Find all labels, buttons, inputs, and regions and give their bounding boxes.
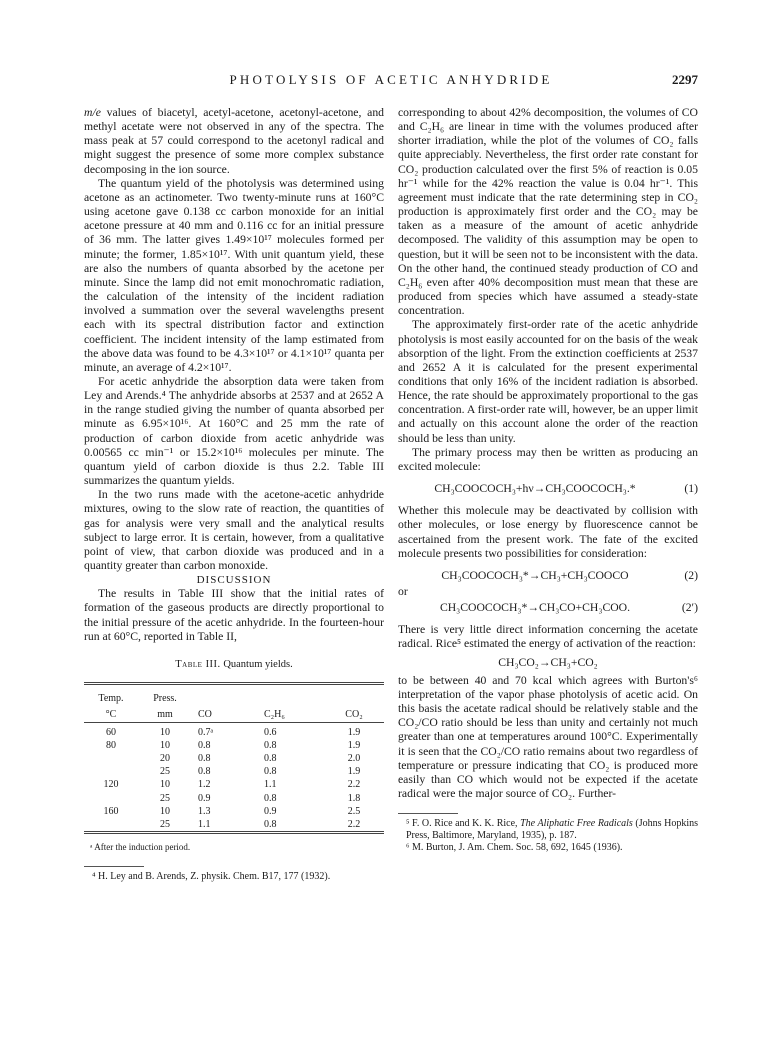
paragraph: Whether this molecule may be deactivated by collision with other molecules, or lose energy by fluorescence cannot be ascertained from the present work. The fate of the excited molecule presents two possibilities for consideration: xyxy=(398,504,698,560)
equation-number: (1) xyxy=(684,482,698,496)
paragraph xyxy=(84,106,384,177)
equation-1 xyxy=(398,482,698,496)
equation-2 xyxy=(398,569,698,583)
equation-text: CH₃COOCOCH₃*→CH₃CO+CH₃COO. xyxy=(439,601,631,615)
equation-text: CH₃CO₂→CH₃+CO₂ xyxy=(498,655,598,669)
table-caption xyxy=(84,658,384,672)
right-column xyxy=(398,106,698,854)
paragraph: The approximately first-order rate of the acetic anhydride photolysis is most easily accounted for on the basis of the weak absorption of the light. From the extinction coefficients at 2537 and 2652 A it is calculated for the present experimental conditions that only 16% of the incident radiation is absorbed. Hence, the rate should be approximately proportional to the gas concentration. A first-order rate will, however, be an upper limit and actually on this account alone the order of the reaction should be less than unity. xyxy=(398,318,698,445)
paragraph: to be between 40 and 70 kcal which agrees with Burton's⁶ interpretation of the vapor phase photolysis of acetic acid. On this basis the acetate radical should be relatively stable and the CO₂/CO ratio should be less than unity and certainly not much greater than one at temperatures around 100°C. Experimentally it is seen that the CO₂/CO ratio remains about two regardless of temperature or pressure indicating that CO₂ is produced more easily than CO which would not be expected if the acetate radical were the major source of CO₂. Further- xyxy=(398,673,698,801)
table-row: 25 1.1 0.8 2.2 xyxy=(160,818,361,830)
page-number: 2297 xyxy=(672,72,698,87)
paragraph-text: values of biacetyl, acetyl-acetone, acetonyl-acetone, and methyl acetate were not observed in any of the spectra. The mass peak at 57 could correspond to the acetonyl radical and might suggest the presence of some more complex substance decomposing in the ion source. xyxy=(84,106,385,176)
paragraph: The results in Table III show that the initial rates of formation of the gaseous products are directly proportional to the initial pressure of the acetic anhydride. In the fourteen-hour run at 60°C, reported in Table II, xyxy=(84,587,384,643)
header-temp: Temp. xyxy=(98,693,124,705)
footnote-5: ⁵ F. O. Rice and K. K. Rice, The Aliphatic Free Radicals (Johns Hopkins Press, Baltimore, Maryland, 1935), p. 187. xyxy=(406,818,698,842)
header-c2h6: C₂H₆ xyxy=(258,705,324,722)
header-press: Press. xyxy=(153,693,177,705)
paragraph-lead: m/e xyxy=(84,106,101,119)
equation-text: CH₃COOCOCH₃+hν→CH₃COOCOCH₃.* xyxy=(434,482,636,496)
table-title: Quantum yields. xyxy=(223,658,293,670)
footnote-4: ⁴ H. Ley and B. Arends, Z. physik. Chem. B17, 177 (1932). xyxy=(92,871,331,883)
table-row: 160 10 1.3 0.9 2.5 xyxy=(103,805,361,817)
equation-number: (2) xyxy=(684,568,698,582)
table-footnote: ᵃ After the induction period. xyxy=(90,842,191,853)
header-co2: CO₂ xyxy=(324,705,384,722)
table-label: Table III. xyxy=(175,658,221,670)
equation-2-prime xyxy=(398,601,698,615)
footnote-divider xyxy=(84,866,144,867)
paragraph: The primary process may then be written as producing an excited molecule: xyxy=(398,445,698,473)
page-header xyxy=(84,72,698,92)
footnote-6: ⁶ M. Burton, J. Am. Chem. Soc. 58, 692, 1645 (1936). xyxy=(406,842,623,854)
table-row: 60 10 0.7ᵃ 0.6 1.9 xyxy=(106,726,361,738)
paragraph: In the two runs made with the acetone-acetic anhydride mixtures, owing to the slow rate of reaction, the quantities of gas for analysis were very small and the analytical results subject to large error. It is certain, however, from a qualitative point of view, that carbon dioxide was produced and in a quantity greater than carbon monoxide. xyxy=(84,488,384,572)
equation-3 xyxy=(398,656,698,670)
paragraph: For acetic anhydride the absorption data were taken from Ley and Arends.⁴ The anhydride absorbs at 2537 and at 2652 A in the range studied giving the number of quanta absorbed per minute as 6.95×10¹⁶. At 160°C and 25 mm the rate of production of carbon dioxide from acetic anhydride was 0.00565 cc min⁻¹ or 15.2×10¹⁶ molecules per minute. The quantum yield of carbon dioxide is thus 2.2. Table III summarizes the quantum yields. xyxy=(84,374,384,488)
quantum-yield-table xyxy=(84,682,384,837)
table-row: 120 10 1.2 1.1 2.2 xyxy=(103,779,361,791)
header-temp-unit: °C xyxy=(84,705,138,722)
running-head: PHOTOLYSIS OF ACETIC ANHYDRIDE xyxy=(229,72,553,87)
equation-text: CH₃COOCOCH₃*→CH₃+CH₃COOCO xyxy=(441,568,629,582)
table-row: 25 0.8 0.8 1.9 xyxy=(160,766,361,778)
footnote-divider xyxy=(398,813,458,814)
left-column xyxy=(84,106,384,883)
table-row: 25 0.9 0.8 1.8 xyxy=(160,792,361,804)
table-row: 20 0.8 0.8 2.0 xyxy=(160,752,361,764)
paragraph: corresponding to about 42% decomposition, the volumes of CO and C₂H₆ are linear in time with the volumes produced after shorter irradiation, while the plot of the volumes of CO₂ falls quite appreciably. Nevertheless, the first order rate constant for CO₂ production calculated over the first 5% of reaction is 0.05 hr⁻¹ while for the 42% reaction the value is 0.04 hr⁻¹. This agreement must indicate that the rate determining step in CO₂ production is approximately first order and the CO₂ may be taken as a measure of the amount of acetic anhydride decomposed. The validity of this assumption may be open to question, but it will be seen not to be inconsistent with the data. On the other hand, the continued steady production of CO and C₂H₆ even after 40% decomposition must mean that these are produced from species which have assumed a steady-state concentration. xyxy=(398,106,698,318)
header-press-unit: mm xyxy=(138,705,192,722)
header-co: CO xyxy=(192,705,258,722)
or-connector: or xyxy=(398,585,408,598)
paragraph: The quantum yield of the photolysis was determined using acetone as an actinometer. Two twenty-minute runs at 160°C using acetone gave 0.138 cc carbon monoxide for an initial acetone pressure at 40 mm and 0.116 cc for an initial pressure of 36 mm. The latter gives 1.49×10¹⁷ molecules formed per minute; the former, 1.85×10¹⁷. With unit quantum yield, these are also the numbers of quanta absorbed by the acetone per minute. Since the lamp did not emit monochromatic radiation, the calculation of the intensity of the incident radiation involved a summation over the several wavelengths present each with its spectral distribution factor and extinction coefficient. The incident intensity of the lamp estimated from the above data was found to be 4.3×10¹⁷ or 4.1×10¹⁷ quanta per minute, an average of 4.2×10¹⁷. xyxy=(84,176,384,374)
book-title: The Aliphatic Free Radicals xyxy=(520,818,633,830)
equation-number: (2′) xyxy=(681,601,698,615)
section-heading: DISCUSSION xyxy=(196,574,272,587)
paragraph: There is very little direct information concerning the acetate radical. Rice⁵ estimated the energy of activation of the reaction: xyxy=(398,623,698,651)
table-row: 80 10 0.8 0.8 1.9 xyxy=(106,739,361,751)
